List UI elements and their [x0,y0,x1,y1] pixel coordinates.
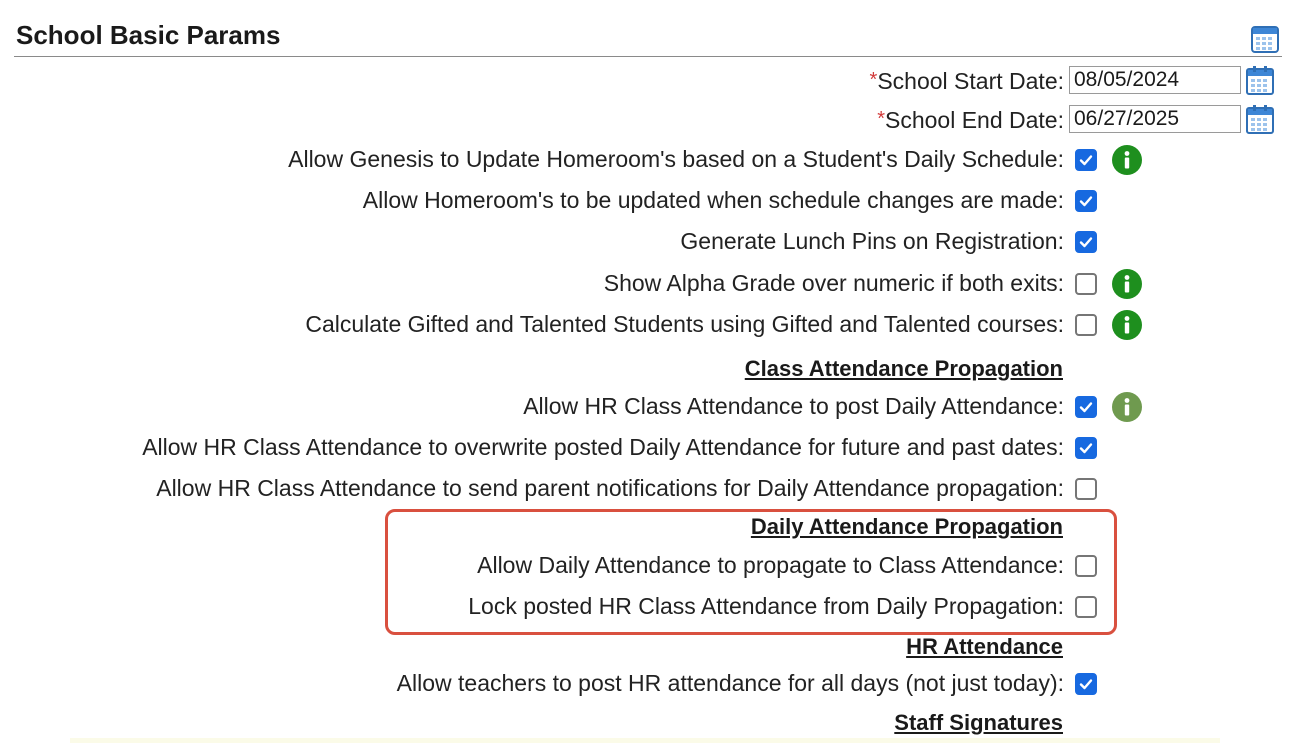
bottom-strip [70,738,1220,743]
section-header [14,14,1282,57]
homeroom-update-schedule-changes-checkbox[interactable] [1075,190,1097,212]
teachers-post-hr-all-days-checkbox[interactable] [1075,673,1097,695]
info-icon[interactable] [1112,392,1142,422]
daily-attendance-heading: Daily Attendance Propagation [750,514,1063,539]
option-row-daily-propagate-class [0,545,1293,585]
option-row-update-homeroom-daily-schedule [0,139,1293,179]
school-start-date-label: *School Start Date: [869,68,1064,94]
option-row-lock-hr-class [0,586,1293,626]
hr-attendance-section [0,626,1293,666]
hr-post-daily-checkbox[interactable] [1075,396,1097,418]
option-label: Allow HR Class Attendance to send parent notifications for Daily Attendance propagation: [156,475,1064,501]
info-icon[interactable] [1112,145,1142,175]
option-label: Calculate Gifted and Talented Students using Gifted and Talented courses: [305,311,1064,337]
school-end-date-input[interactable] [1069,105,1241,133]
option-label: Show Alpha Grade over numeric if both exits: [603,270,1064,296]
required-mark: * [877,108,885,130]
gifted-talented-checkbox[interactable] [1075,314,1097,336]
option-label: Allow HR Class Attendance to overwrite posted Daily Attendance for future and past dates: [142,434,1064,460]
staff-signatures-section [0,702,1293,742]
option-label: Generate Lunch Pins on Registration: [680,228,1064,254]
end-date-calendar-icon[interactable] [1245,105,1275,135]
update-homeroom-daily-schedule-checkbox[interactable] [1075,149,1097,171]
generate-lunch-pins-checkbox[interactable] [1075,231,1097,253]
page-title: School Basic Params [16,20,281,50]
school-start-date-input[interactable] [1069,66,1241,94]
school-start-date-row [0,60,1293,100]
option-label: Allow Genesis to Update Homeroom's based on a Student's Daily Schedule: [288,146,1064,172]
info-icon[interactable] [1112,269,1142,299]
required-mark: * [869,69,878,91]
option-row-teachers-post-hr-all-days [0,663,1293,703]
option-row-alpha-grade [0,263,1293,303]
lock-hr-class-checkbox[interactable] [1075,596,1097,618]
hr-overwrite-daily-checkbox[interactable] [1075,437,1097,459]
start-date-calendar-icon[interactable] [1245,66,1275,96]
alpha-grade-checkbox[interactable] [1075,273,1097,295]
school-end-date-row [0,99,1293,139]
daily-attendance-section [0,506,1293,546]
calendar-icon[interactable] [1250,24,1280,54]
daily-propagate-class-checkbox[interactable] [1075,555,1097,577]
info-icon[interactable] [1112,310,1142,340]
hr-parent-notifications-checkbox[interactable] [1075,478,1097,500]
class-attendance-heading: Class Attendance Propagation [744,356,1063,381]
option-label: Lock posted HR Class Attendance from Daily Propagation: [468,593,1064,619]
option-row-hr-overwrite-daily [0,427,1293,467]
option-row-hr-post-daily [0,386,1293,426]
staff-signatures-heading: Staff Signatures [894,710,1063,735]
option-label: Allow HR Class Attendance to post Daily Attendance: [523,393,1064,419]
option-row-hr-parent-notifications [0,468,1293,508]
option-row-lunch-pins [0,221,1293,261]
option-row-homeroom-update-schedule-changes [0,180,1293,220]
option-row-gifted-talented [0,304,1293,344]
option-label: Allow teachers to post HR attendance for all days (not just today): [396,670,1064,696]
option-label: Allow Homeroom's to be updated when schedule changes are made: [362,187,1064,213]
school-end-date-label: *School End Date: [877,107,1064,133]
option-label: Allow Daily Attendance to propagate to Class Attendance: [477,552,1064,578]
class-attendance-section [0,348,1293,388]
hr-attendance-heading: HR Attendance [906,634,1063,659]
